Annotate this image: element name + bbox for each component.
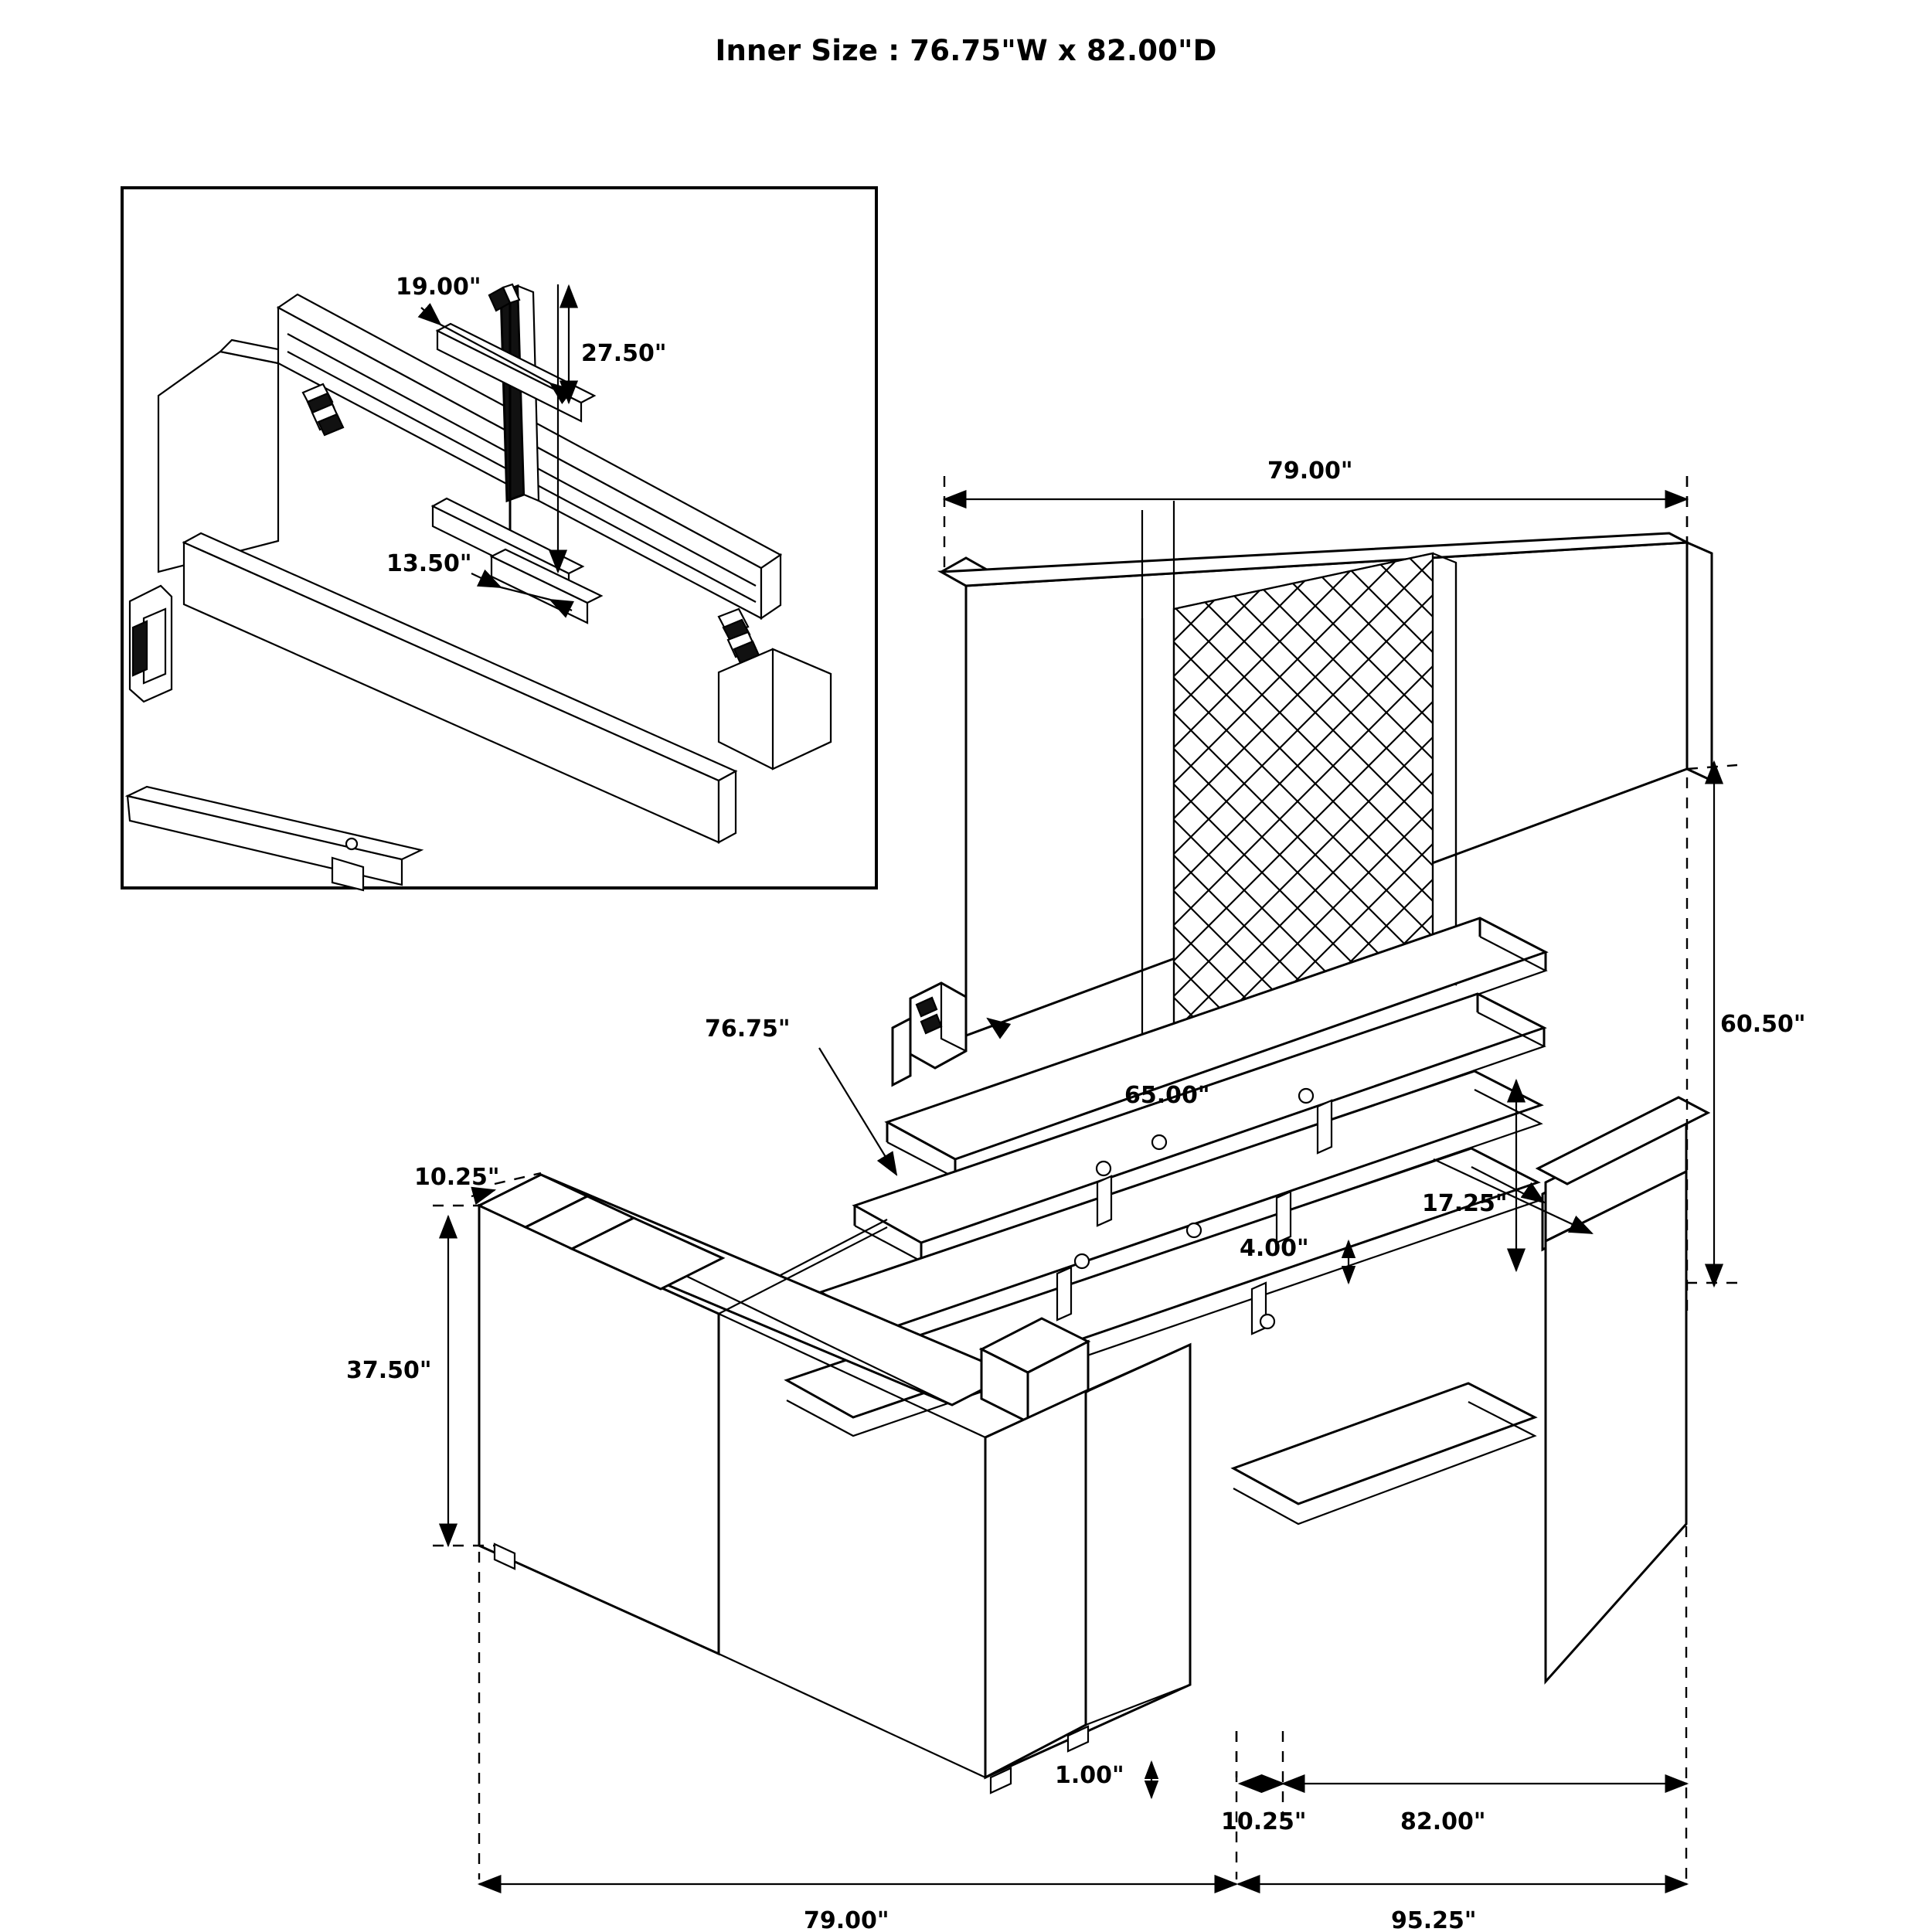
page-title: Inner Size : 76.75"W x 82.00"D — [715, 34, 1217, 67]
side-rail-left — [746, 1019, 910, 1210]
footboard — [479, 1175, 1221, 1793]
dim-inner-width: 76.75" — [705, 1015, 791, 1043]
dim-overall-depth: 95.25" — [1391, 1907, 1477, 1932]
dim-footboard-top-depth: 10.25" — [414, 1164, 500, 1191]
dim-footboard-height: 37.50" — [346, 1357, 432, 1384]
dim-inner-depth: 82.00" — [1400, 1808, 1486, 1835]
dim-mount-bracket-length: 13.50" — [386, 550, 472, 577]
dim-leg-height: 1.00" — [1055, 1762, 1124, 1789]
dim-overall-width-bottom: 79.00" — [804, 1907, 889, 1932]
dim-rail-depth: 10.25" — [1221, 1808, 1307, 1835]
dim-slat-span: 65.00" — [1124, 1082, 1210, 1109]
dim-overall-width-top: 79.00" — [1267, 457, 1353, 485]
dim-mount-height: 27.50" — [581, 340, 667, 367]
inset-detail-box — [122, 188, 876, 890]
dim-headboard-height: 60.50" — [1720, 1011, 1806, 1038]
dim-mount-width: 19.00" — [396, 274, 481, 301]
dim-slat-thickness: 4.00" — [1240, 1235, 1309, 1262]
dim-deck-to-rail: 17.25" — [1422, 1190, 1508, 1217]
